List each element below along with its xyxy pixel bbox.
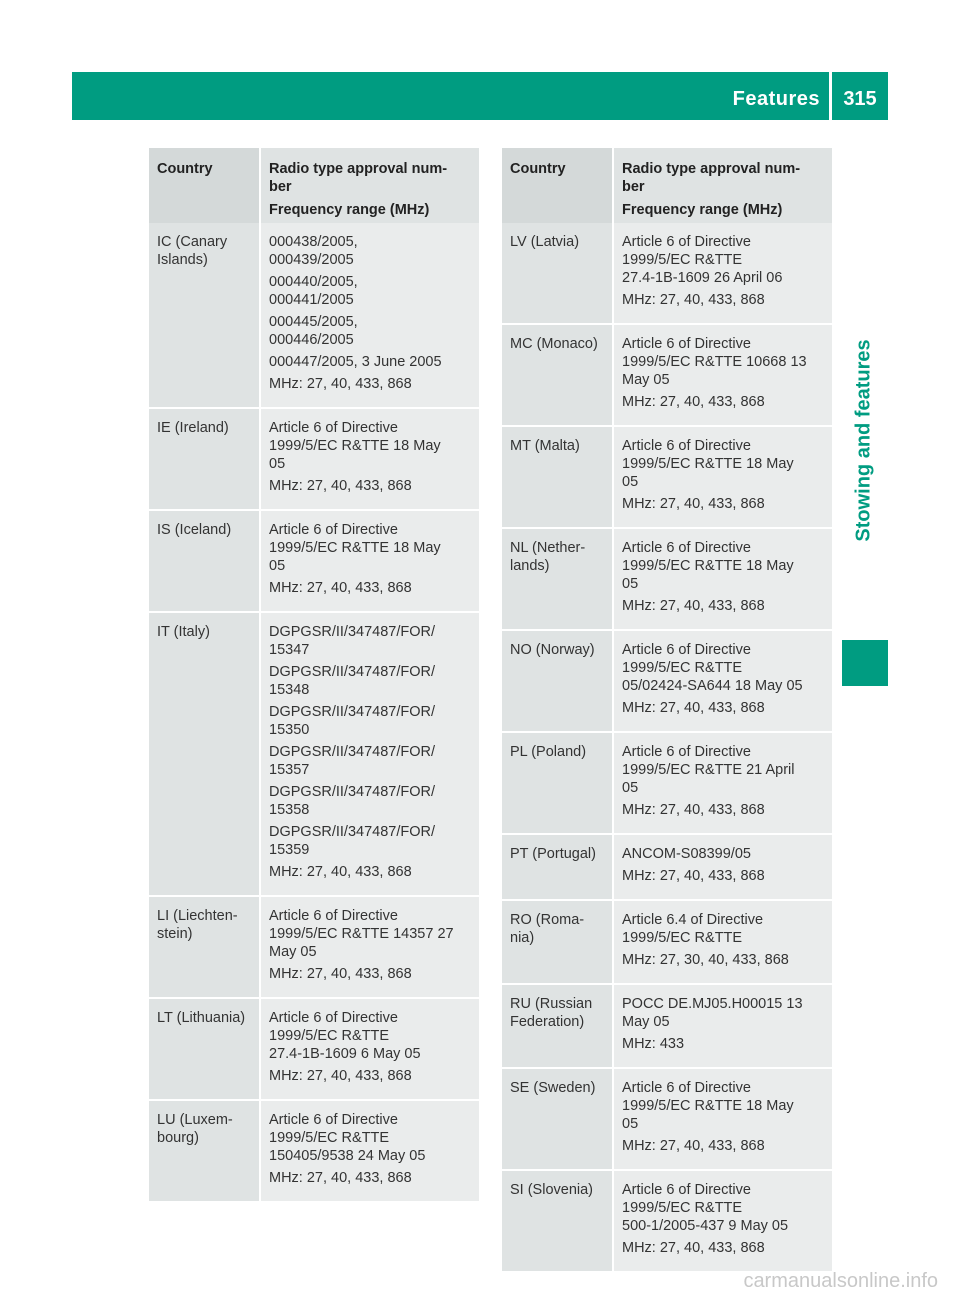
table-row: [502, 223, 832, 324]
country-text: SI (Slovenia): [510, 1182, 594, 1198]
approval-cell: [613, 630, 832, 732]
country-text: IE (Ireland): [157, 420, 229, 436]
side-tab-label: Stowing and features: [852, 338, 875, 542]
table-row: [149, 896, 479, 998]
approval-text: POCC DE.MJ05.H00015 13 May 05: [622, 996, 803, 1030]
approval-text: DGPGSR/II/347487/FOR/ 15359: [269, 824, 436, 858]
approval-header-text: Radio type approval num- ber: [269, 161, 448, 195]
frequency-text: MHz: 27, 40, 433, 868: [269, 580, 412, 596]
approval-text: Article 6 of Directive 1999/5/EC R&TTE 21 April 05: [622, 744, 795, 796]
approval-cell: [260, 896, 479, 998]
approval-text: Article 6 of Directive 1999/5/EC R&TTE 18 May 05: [622, 1080, 794, 1132]
approval-text: ANCOM-S08399/05: [622, 846, 751, 862]
country-text: Federation): [510, 1014, 585, 1030]
table-header-row: [149, 148, 479, 223]
approval-cell: [260, 1100, 479, 1201]
frequency-text: MHz: 27, 40, 433, 868: [622, 394, 765, 410]
country-text: PT (Portugal): [510, 846, 596, 862]
table-row: [149, 612, 479, 896]
frequency-header-text: Frequency range (MHz): [622, 202, 783, 218]
approval-cell: [613, 900, 832, 984]
country-text: SE (Sweden): [510, 1080, 596, 1096]
country-cell: [502, 984, 613, 1068]
frequency-text: MHz: 27, 40, 433, 868: [269, 864, 412, 880]
frequency-header-text: Frequency range (MHz): [269, 202, 430, 218]
approval-cell: [613, 1068, 832, 1170]
country-text: NO (Norway): [510, 642, 595, 658]
approval-text: Article 6 of Directive 1999/5/EC R&TTE 27.4-1B-1609 6 May 05: [269, 1010, 421, 1062]
approval-text: DGPGSR/II/347487/FOR/ 15347: [269, 624, 436, 658]
approval-cell: [260, 998, 479, 1100]
table-row: [502, 984, 832, 1068]
approval-cell: [613, 984, 832, 1068]
approval-cell: [260, 612, 479, 896]
table-row: [149, 408, 479, 510]
country-text: LU (Luxem-: [157, 1112, 233, 1128]
country-text: Islands): [157, 252, 208, 268]
country-text: IT (Italy): [157, 624, 210, 640]
section-title: Features: [732, 88, 820, 110]
country-text: LI (Liechten-: [157, 908, 238, 924]
approval-text: Article 6 of Directive 1999/5/EC R&TTE 150405/9538 24 May 05: [269, 1112, 426, 1164]
country-cell: [502, 900, 613, 984]
approval-cell: [613, 223, 832, 324]
country-cell: [502, 834, 613, 900]
country-cell: [149, 896, 260, 998]
country-column-header: Country: [502, 148, 613, 223]
country-column-header: Country: [149, 148, 260, 223]
approval-cell: [260, 223, 479, 408]
approval-text: Article 6 of Directive 1999/5/EC R&TTE 18 May 05: [269, 522, 441, 574]
country-text: MT (Malta): [510, 438, 580, 454]
country-cell: [149, 408, 260, 510]
approval-cell: [613, 528, 832, 630]
approval-cell: [613, 1170, 832, 1271]
country-text: bourg): [157, 1130, 199, 1146]
country-cell: [502, 1170, 613, 1271]
table-row: [502, 900, 832, 984]
approval-column-header: [613, 148, 832, 223]
approval-cell: [613, 324, 832, 426]
table-row: [149, 223, 479, 408]
side-tab-marker: [842, 640, 888, 686]
table-row: [149, 510, 479, 612]
country-cell: [149, 510, 260, 612]
footer-watermark: carmanualsonline.info: [743, 1270, 938, 1292]
table-row: [502, 732, 832, 834]
country-cell: [149, 998, 260, 1100]
approval-table-left: [149, 148, 479, 1201]
frequency-text: MHz: 27, 40, 433, 868: [622, 700, 765, 716]
country-text: RO (Roma-: [510, 912, 585, 928]
country-text: LV (Latvia): [510, 234, 580, 250]
frequency-text: MHz: 27, 30, 40, 433, 868: [622, 952, 789, 968]
frequency-text: MHz: 27, 40, 433, 868: [622, 598, 765, 614]
approval-table-right: [502, 148, 832, 1271]
approval-cell: [260, 510, 479, 612]
frequency-text: MHz: 27, 40, 433, 868: [269, 1068, 412, 1084]
approval-text: 000445/2005, 000446/2005: [269, 314, 358, 348]
country-text: IS (Iceland): [157, 522, 232, 538]
country-text: nia): [510, 930, 535, 946]
frequency-text: MHz: 433: [622, 1036, 685, 1052]
approval-header-text: Radio type approval num- ber: [622, 161, 801, 195]
table-header-row: [502, 148, 832, 223]
approval-cell: [613, 426, 832, 528]
approval-column-header: [260, 148, 479, 223]
table-row: [502, 426, 832, 528]
table-row: [502, 528, 832, 630]
table-row: [502, 1170, 832, 1271]
side-tab: [842, 260, 886, 620]
frequency-text: MHz: 27, 40, 433, 868: [622, 868, 765, 884]
table-row: [149, 1100, 479, 1201]
table-row: [502, 1068, 832, 1170]
country-text: RU (Russian: [510, 996, 593, 1012]
frequency-text: MHz: 27, 40, 433, 868: [269, 376, 412, 392]
country-cell: [149, 612, 260, 896]
approval-text: DGPGSR/II/347487/FOR/ 15358: [269, 784, 436, 818]
approval-text: Article 6 of Directive 1999/5/EC R&TTE 18 May 05: [622, 540, 794, 592]
approval-text: DGPGSR/II/347487/FOR/ 15350: [269, 704, 436, 738]
approval-cell: [613, 732, 832, 834]
approval-text: Article 6 of Directive 1999/5/EC R&TTE 05/02424-SA644 18 May 05: [622, 642, 803, 694]
frequency-text: MHz: 27, 40, 433, 868: [622, 1138, 765, 1154]
country-cell: [502, 1068, 613, 1170]
frequency-text: MHz: 27, 40, 433, 868: [622, 802, 765, 818]
approval-text: 000440/2005, 000441/2005: [269, 274, 358, 308]
approval-text: 000438/2005, 000439/2005: [269, 234, 358, 268]
country-text: LT (Lithuania): [157, 1010, 246, 1026]
country-text: lands): [510, 558, 550, 574]
approval-text: Article 6 of Directive 1999/5/EC R&TTE 10668 13 May 05: [622, 336, 807, 388]
approval-text: DGPGSR/II/347487/FOR/ 15357: [269, 744, 436, 778]
approval-text: 000447/2005, 3 June 2005: [269, 354, 442, 370]
approval-text: Article 6 of Directive 1999/5/EC R&TTE 27.4-1B-1609 26 April 06: [622, 234, 783, 286]
country-cell: [502, 426, 613, 528]
frequency-text: MHz: 27, 40, 433, 868: [622, 292, 765, 308]
country-cell: [149, 1100, 260, 1201]
country-cell: [502, 223, 613, 324]
frequency-text: MHz: 27, 40, 433, 868: [622, 496, 765, 512]
page-number: 315: [843, 88, 877, 110]
approval-text: DGPGSR/II/347487/FOR/ 15348: [269, 664, 436, 698]
frequency-text: MHz: 27, 40, 433, 868: [622, 1240, 765, 1256]
approval-cell: [260, 408, 479, 510]
table-row: [149, 998, 479, 1100]
country-text: PL (Poland): [510, 744, 587, 760]
country-cell: [149, 223, 260, 408]
frequency-text: MHz: 27, 40, 433, 868: [269, 478, 412, 494]
approval-text: Article 6 of Directive 1999/5/EC R&TTE 18 May 05: [622, 438, 794, 490]
approval-text: Article 6 of Directive 1999/5/EC R&TTE 500-1/2005-437 9 May 05: [622, 1182, 789, 1234]
table-row: [502, 834, 832, 900]
approval-text: Article 6.4 of Directive 1999/5/EC R&TTE: [622, 912, 764, 946]
page-header: [72, 72, 888, 120]
country-cell: [502, 528, 613, 630]
frequency-text: MHz: 27, 40, 433, 868: [269, 966, 412, 982]
table-row: [502, 324, 832, 426]
country-cell: [502, 324, 613, 426]
country-text: NL (Nether-: [510, 540, 586, 556]
country-text: IC (Canary: [157, 234, 228, 250]
country-cell: [502, 732, 613, 834]
country-text: MC (Monaco): [510, 336, 598, 352]
country-cell: [502, 630, 613, 732]
table-row: [502, 630, 832, 732]
approval-text: Article 6 of Directive 1999/5/EC R&TTE 18 May 05: [269, 420, 441, 472]
frequency-text: MHz: 27, 40, 433, 868: [269, 1170, 412, 1186]
approval-text: Article 6 of Directive 1999/5/EC R&TTE 14357 27 May 05: [269, 908, 454, 960]
country-text: stein): [157, 926, 193, 942]
approval-cell: [613, 834, 832, 900]
